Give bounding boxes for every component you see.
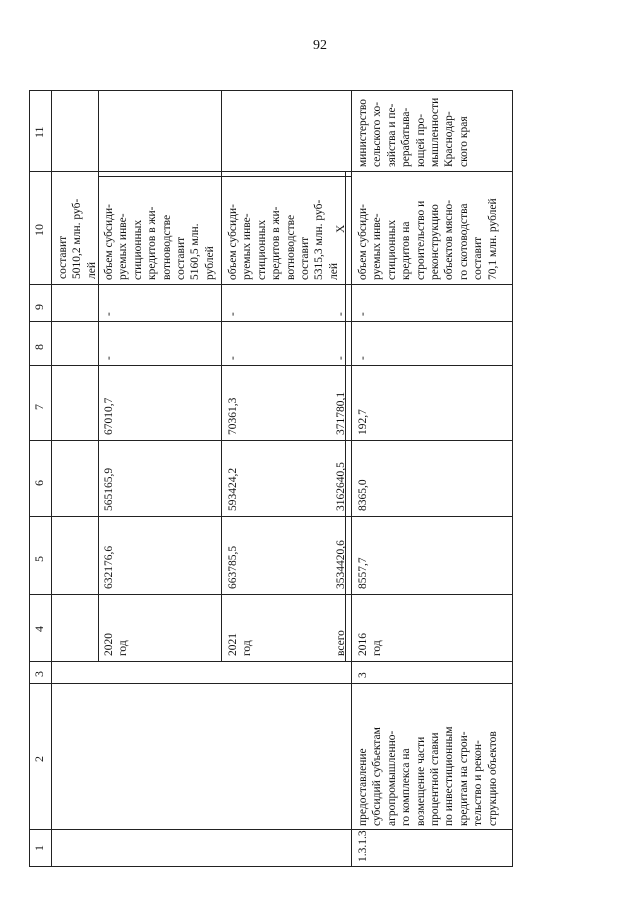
row-1313-number: 1.3.1.3	[357, 830, 369, 862]
row-1313-c3: 3	[357, 672, 369, 678]
row-1313-year: 2016 год	[357, 633, 384, 656]
row-1313-c6: 8365,0	[357, 479, 369, 511]
grid-col8-9	[29, 321, 513, 322]
inner-box-2021	[221, 176, 345, 177]
row-2020-c6: 565165,9	[103, 467, 115, 511]
row-2020-c8: -	[103, 356, 115, 360]
row-2021-c6: 593424,2	[227, 467, 239, 511]
row-total-text: Х	[335, 224, 347, 233]
row-2020-c5: 632176,6	[103, 545, 115, 589]
row-total-c7: 371780,1	[335, 391, 347, 435]
hdr-4: 4	[32, 626, 46, 632]
row-1313-c5: 8557,7	[357, 557, 369, 589]
continued-text: составит 5010,2 млн. руб- лей	[57, 198, 98, 279]
grid-top	[29, 90, 513, 91]
row-1313-name: предоставление субсидий субъектам агропромышленно- го комплекса на возмещение части процентной ставки по инвестиционным кредитам на строи- тельство и рекон- струкцию объектов	[357, 726, 499, 826]
row-2021-c7: 70361,3	[227, 397, 239, 435]
grid-col7-8	[29, 365, 513, 366]
row-total-c5: 3534420,6	[335, 540, 347, 589]
hdr-1: 1	[32, 845, 46, 851]
row-1313-text: объем субсиди- руемых инве- стиционных кредитов на строительство и реконструкцию объектов мясно- го скотоводства составит 70,1 млн. рублей	[357, 198, 499, 280]
hdr-5: 5	[32, 556, 46, 562]
grid-col2-3	[29, 683, 513, 684]
grid-right	[512, 90, 513, 866]
row-total-c9: -	[335, 312, 347, 316]
grid-header-sep	[51, 90, 52, 866]
row-2021-year: 2021 год	[227, 633, 254, 656]
row-2020-c9: -	[103, 312, 115, 316]
grid-col1-2	[29, 829, 513, 830]
row-2021-text: объем субсиди- руемых инве- стиционных кредитов в жи- вотноводстве составит 5315,3 млн. руб- лей	[227, 199, 340, 280]
grid-main-sep	[351, 90, 352, 866]
hdr-3: 3	[32, 671, 46, 677]
row-total-c6: 3162640,5	[335, 462, 347, 511]
row-2021-c8: -	[227, 356, 239, 360]
row-2020-year: 2020 год	[103, 633, 130, 656]
hdr-7: 7	[32, 404, 46, 410]
inner-box-2020	[98, 176, 222, 177]
page-number: 92	[313, 38, 327, 53]
grid-col6-7	[29, 440, 513, 441]
hdr-10: 10	[32, 224, 46, 236]
grid-col9-10	[29, 284, 513, 285]
hdr-6: 6	[32, 480, 46, 486]
row-2020-c7: 67010,7	[103, 397, 115, 435]
row-2020-text: объем субсиди- руемых инве- стиционных кредитов в жи- вотноводстве составит 5160,5 млн. рублей	[103, 203, 216, 280]
grid-bottom	[29, 866, 513, 867]
row-1313-c8: -	[357, 356, 369, 360]
inner-box-total	[345, 176, 351, 177]
hdr-11: 11	[32, 126, 46, 138]
row-1313-c9: -	[357, 312, 369, 316]
hdr-2: 2	[32, 756, 46, 762]
row-1313-c7: 192,7	[357, 409, 369, 435]
row-2021-c5: 663785,5	[227, 545, 239, 589]
hdr-9: 9	[32, 304, 46, 310]
grid-col10-11	[29, 171, 513, 172]
row-2021-c9: -	[227, 312, 239, 316]
grid-col4-5	[29, 594, 513, 595]
row-total-c8: -	[335, 356, 347, 360]
grid-col3-4	[29, 661, 513, 662]
row-total-year: всего	[335, 630, 347, 656]
grid-left	[29, 90, 30, 866]
grid-col5-6	[29, 516, 513, 517]
hdr-8: 8	[32, 344, 46, 350]
row-1313-executor: министерство сельского хо- зяйства и пе- рерабатыва- ющей про- мышленности Краснодар- ского края	[357, 97, 470, 167]
